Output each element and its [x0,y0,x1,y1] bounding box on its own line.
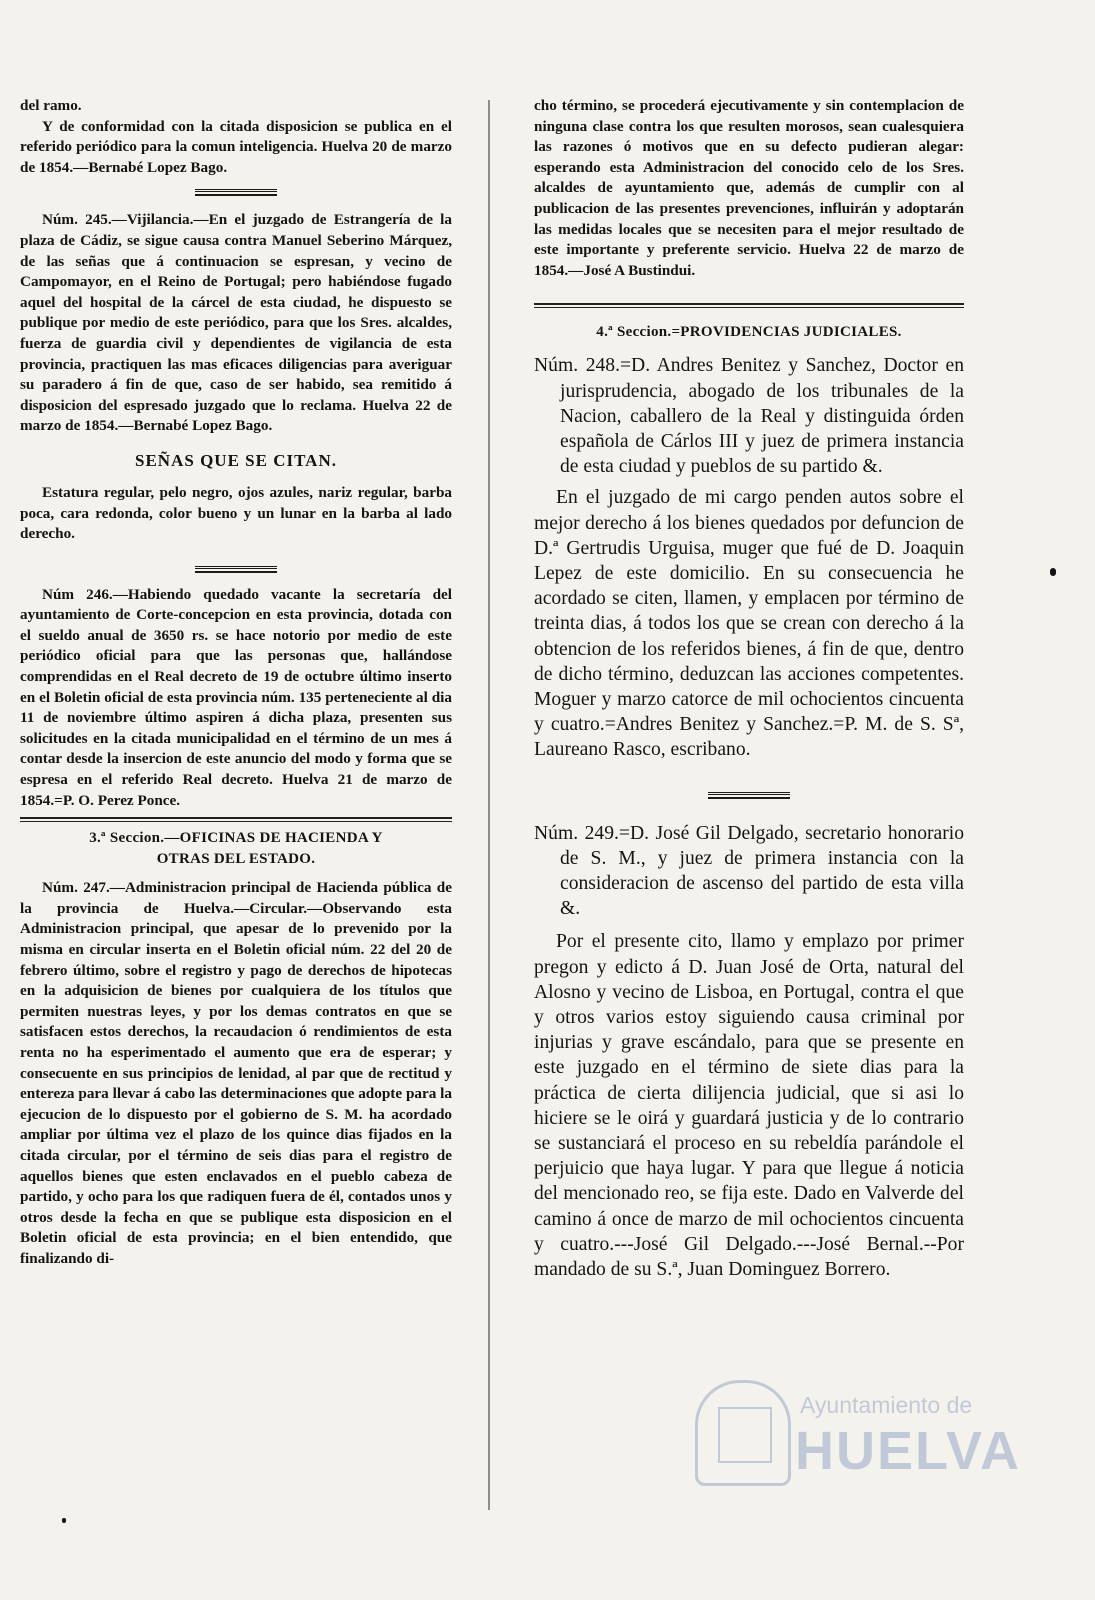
separator [20,182,452,202]
separator [20,559,452,579]
section-3-line1: 3.ª Seccion.—OFICINAS DE HACIENDA Y [89,830,383,847]
intro-paragraph: Y de conformidad con la citada disposicion se publica en el referido periódico para la comun inteligencia. Huelva 20 de marzo de 1854.—Bernabé Lopez Bago. [20,117,452,176]
ink-spot [62,1518,66,1523]
shield-icon [718,1407,772,1463]
intro-line: del ramo. [20,97,82,114]
section-3-line2: OTRAS DEL ESTADO. [156,851,316,868]
notice-249-heading: Núm. 249.=D. José Gil Delgado, secretario honorario de S. M., y juez de primera instancia con la consideracion de ascenso del partido de esta villa &. [534,822,964,920]
notice-249-body: Por el presente cito, llamo y emplazo por primer pregon y edicto á D. Juan José de Orta, natural del Alosno y vecino de Lisboa, en Portugal, contra el que y otros varios estoy siguiendo causa criminal por injurias y grave escándalo, para que se presente en este juzgado en el término de siete dias para la práctica de cierta dilijencia judicial, que si asi lo hiciere se le oirá y guardará justicia y de lo contrario se sustanciará el proceso en su rebeldía parándole el perjuicio que haya lugar. Y para que llegue á noticia del mencionado reo, se fija este. Dado en Valverde del camino á once de marzo de mil ochocientos cincuenta y cuatro.---José Gil Delgado.---José Bernal.--Por mandado de su S.ª, Juan Dominguez Borrero. [534,931,964,1281]
section-4-heading: 4.ª Seccion.=PROVIDENCIAS JUDICIALES. [596,324,902,341]
section-rule [534,303,964,308]
notice-245: Núm. 245.—Vijilancia.—En el juzgado de Estrangería de la plaza de Cádiz, se sigue causa contra Manuel Seberino Márquez, de las señas que á continuacion se espresan, y vecino de Campomayor, en el Reino de Portugal; pero habiéndose fugado aquel del hospital de la cárcel de esta ciudad, he dispuesto se publique por medio de este periódico, para que los Sres. alcaldes, fuerza de guardia civil y dependientes de vigilancia de esta provincia, practiquen las mas eficaces diligencias para averiguar su paradero á fin de que, caso de ser habido, sea remitido á disposicion del espresado juzgado que lo reclama. Huelva 22 de marzo de 1854.—Bernabé Lopez Bago. [20,211,452,435]
section-3-heading [20,828,452,870]
separator [534,785,964,805]
notice-247: Núm. 247.—Administracion principal de Hacienda pública de la provincia de Huelva.—Circular.—Observando esta Administracion principal, que apesar de lo prevenido por la misma en circular inserta en el Boletin oficial núm. 22 del 20 de febrero último, sobre el registro y pago de derechos de hipotecas en la adquisicion de bienes por cualquiera de los títulos que permiten nuestras leyes, y por los demas contratos en que se satisfacen estos derechos, la recaudacion ó rendimientos de esta renta no ha esperimentado el aumento que era de esperar; y consecuente en sus principios de lenidad, al par que de rectitud y entereza para llevar á cabo las determinaciones que adopte para la ejecucion de lo dispuesto por el gobierno de S. M. ha acordado ampliar por última vez el plazo de los quince dias fijados en la citada circular, por el término de seis dias para el registro de aquellos bienes que esten enclavados en el pueblo cabeza de partido, y ocho para los que radiquen fuera de él, contados unos y otros desde la fecha en que se publique esta disposicion en el Boletin oficial de esta provincia; en el bien entendido, que finalizando di- [20,879,452,1267]
section-rule [20,817,452,822]
watermark [695,1380,1021,1490]
watermark-line1: Ayuntamiento de [800,1392,973,1418]
senas-text: Estatura regular, pelo negro, ojos azules, nariz regular, barba poca, cara redonda, color bueno y un lunar en la barba al lado derecho. [20,483,452,543]
coat-of-arms-icon [695,1380,791,1486]
notice-248-heading: Núm. 248.=D. Andres Benitez y Sanchez, Doctor en jurisprudencia, abogado de los tribunales de la Nacion, caballero de la Real y distinguida órden española de Cárlos III y juez de primera instancia de esta ciudad y pueblos de su partido &. [534,355,964,478]
right-column [534,96,964,1282]
left-column [20,96,452,1270]
senas-heading: SEÑAS QUE SE CITAN. [135,450,337,470]
column-divider [488,100,490,1510]
notice-246: Núm 246.—Habiendo quedado vacante la secretaría del ayuntamiento de Corte-concepcion en esta provincia, dotada con el sueldo anual de 3650 rs. se hace notorio por medio de este periódico oficial para que las personas que, hallándose comprendidas en el Real decreto de 19 de octubre último inserto en el Boletin oficial de esta provincia núm. 135 perteneciente al dia 11 de noviembre último aspiren á dicha plaza, presenten sus solicitudes en la citada municipalidad en el término de un mes á contar desde la insercion de este anuncio del modo y forma que se espresa en el referido Real decreto. Huelva 21 de marzo de 1854.=P. O. Perez Ponce. [20,585,452,809]
notice-248-body: En el juzgado de mi cargo penden autos sobre el mejor derecho á los bienes quedados por defuncion de D.ª Gertrudis Urguisa, muger que fué de D. Joaquin Lepez de este domicilio. En su consecuencia he acordado se citen, llamen, y emplacen por término de treinta dias, á todos los que se crean con derecho á la obtencion de los referidos bienes, á fin de que, dentro de dicho término, deduzcan las acciones competentes. Moguer y marzo catorce de mil ochocientos cincuenta y cuatro.=Andres Benitez y Sanchez.=P. M. de S. Sª, Laureano Rasco, escribano. [534,487,964,761]
notice-247-continued: cho término, se procederá ejecutivamente y sin contemplacion de ninguna clase contra los que resulten morosos, sean cualesquiera las razones ó motivos que en su defecto pudieran alegar: esperando esta Administracion del conocido celo de los Sres. alcaldes de ayuntamiento que, además de cumplir con al publicacion de las presentes prevenciones, influirán y adoptarán las medidas locales que se necesiten para el mejor resultado de este importante y preferente servicio. Huelva 22 de marzo de 1854.—José A Bustindui. [534,97,964,279]
ink-spot [1050,568,1056,576]
watermark-line2: HUELVA [795,1421,1021,1481]
